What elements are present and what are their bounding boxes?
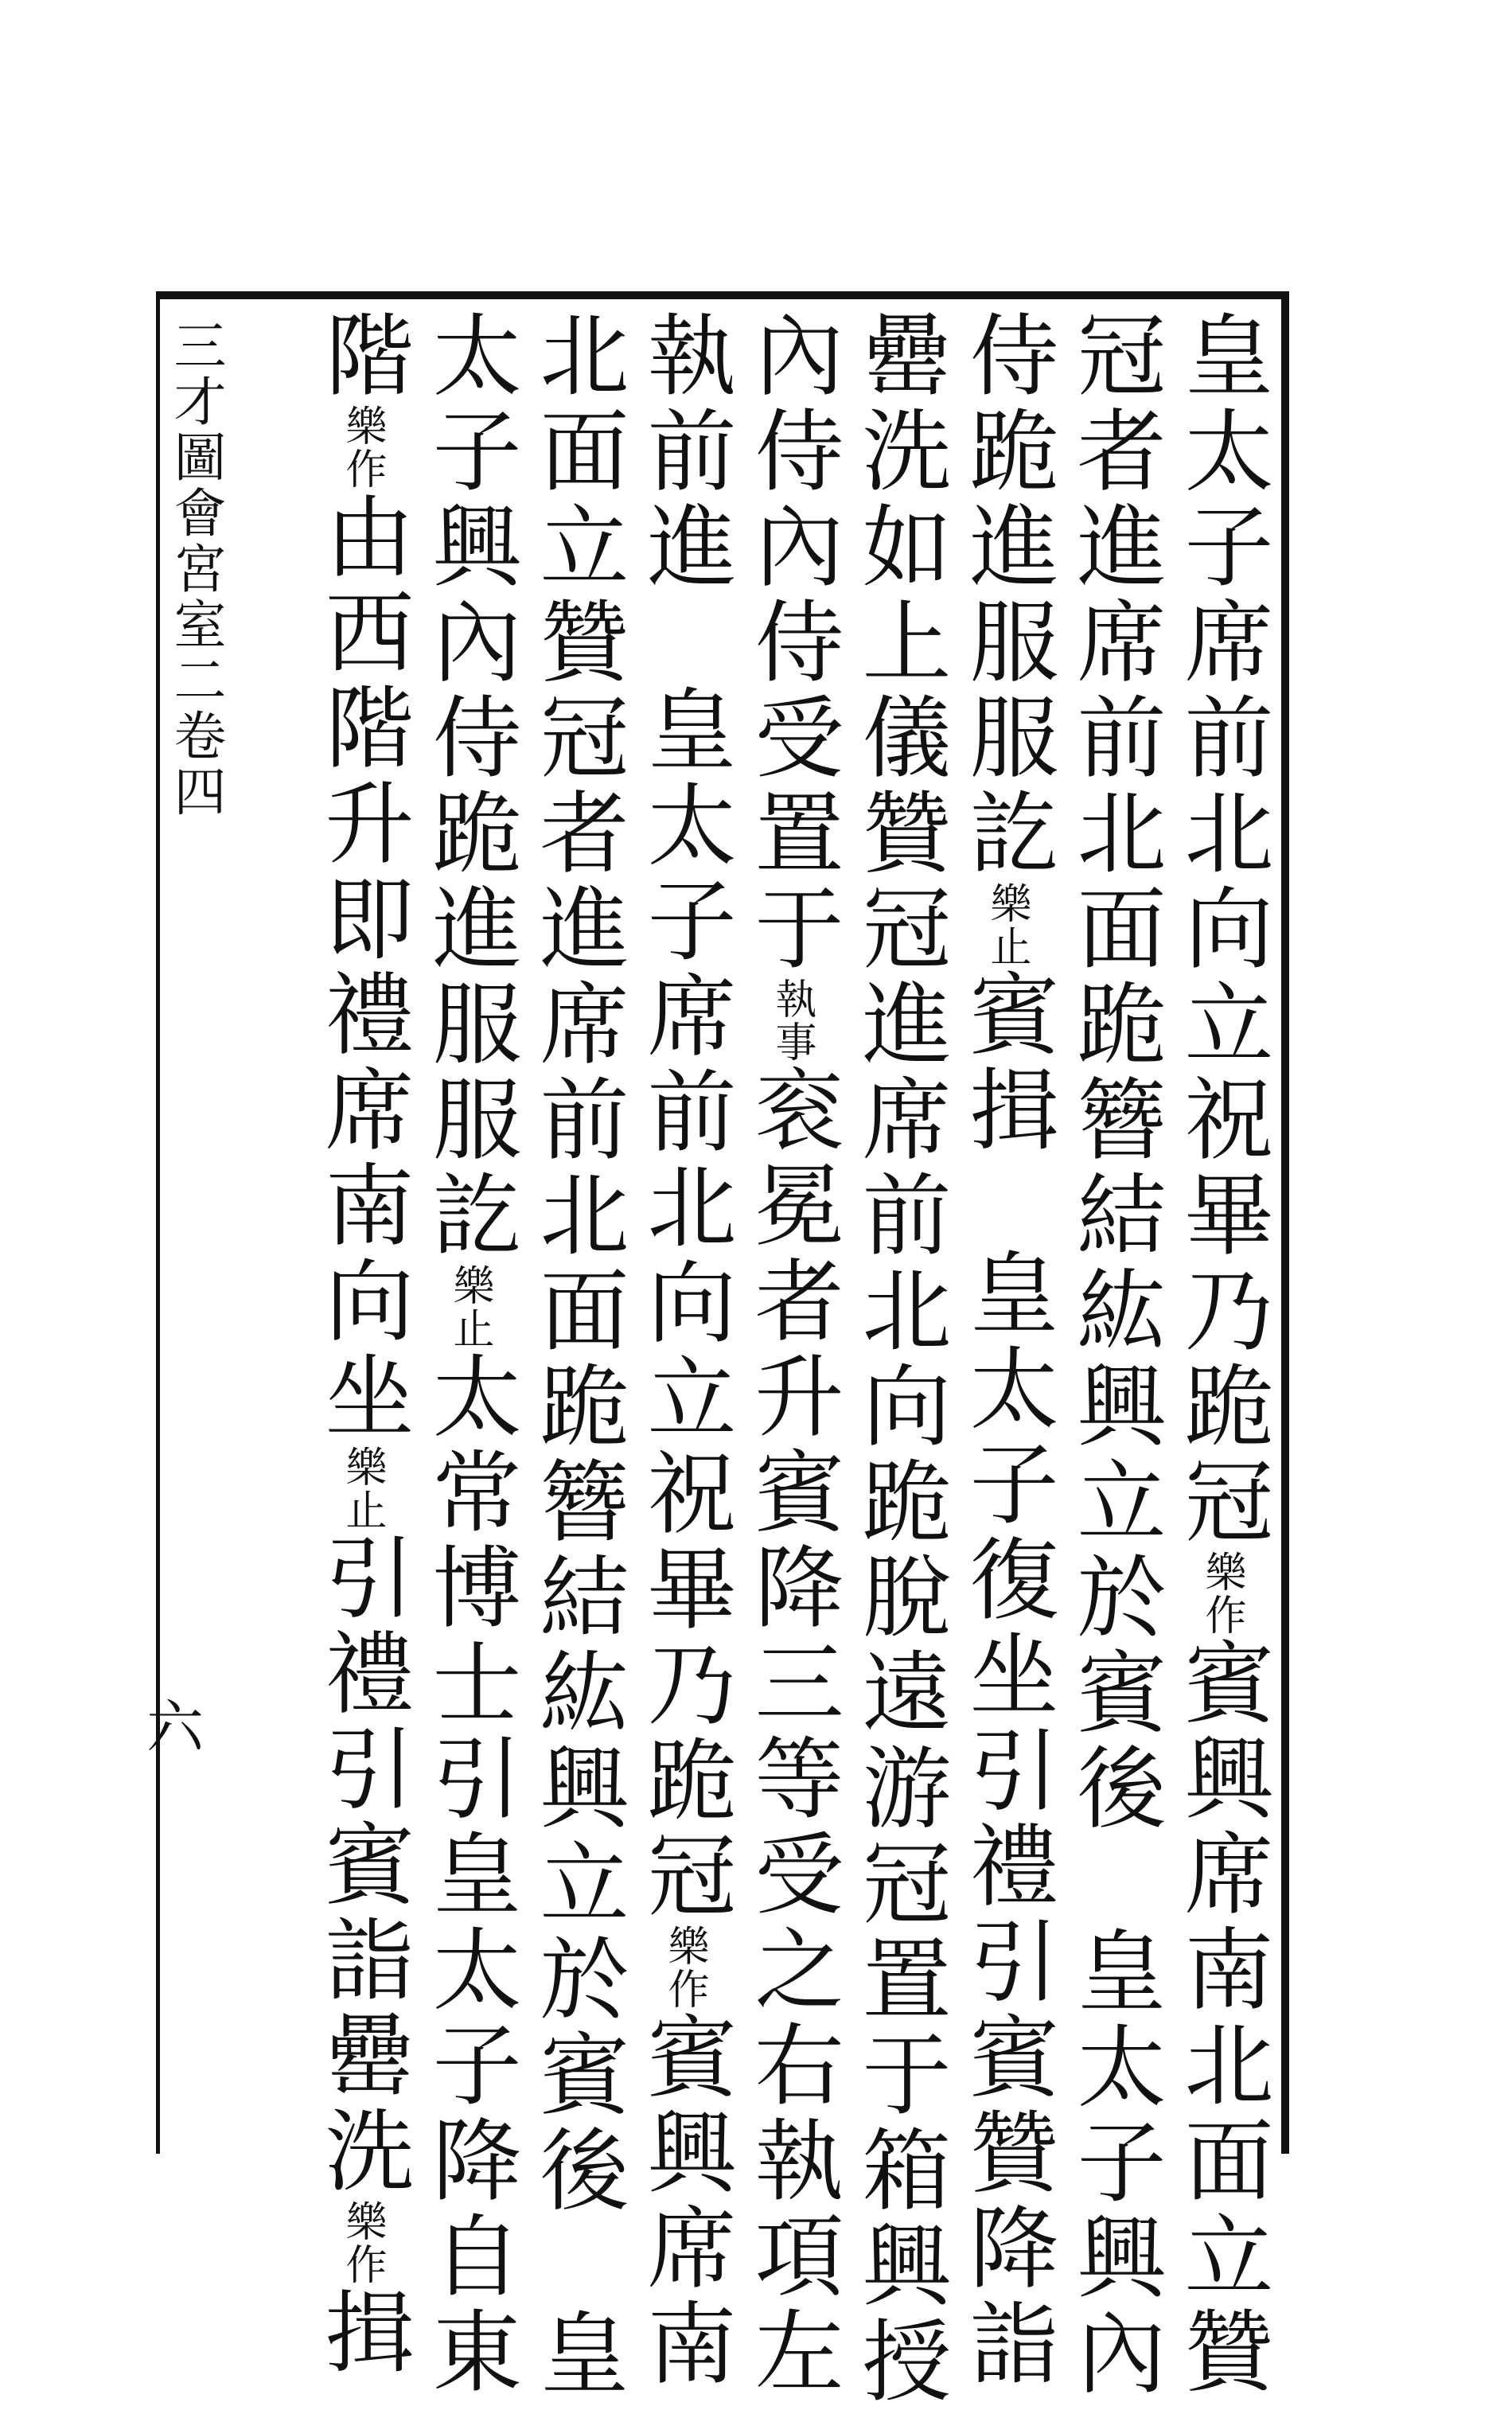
column-text: 執前進 [633, 309, 736, 595]
column-text: 皇太子席前北向立祝畢乃跪冠 [1170, 309, 1273, 1550]
column-text: 內侍內侍受置于 [740, 309, 844, 977]
column-text: 太子興內侍跪進服服訖 [418, 309, 521, 1264]
interlinear-note: 樂作 [661, 1924, 708, 2010]
interlinear-note: 樂作 [338, 404, 386, 490]
interlinear-note: 執事 [768, 977, 816, 1063]
text-column-8 [418, 309, 521, 2400]
text-column-6 [633, 309, 736, 2392]
leaf-marker: 六 [146, 1694, 205, 1761]
text-column-3 [955, 309, 1058, 2392]
column-text: 罍洗如上儀贊冠進席前北向跪脫遠游冠置于箱興授 [848, 309, 951, 2410]
frame-right-rule [1281, 291, 1289, 2154]
interlinear-note: 樂止 [338, 1445, 386, 1531]
text-column-2 [1062, 309, 1166, 2402]
interlinear-note: 樂止 [446, 1264, 493, 1350]
column-text: 賓興席南北面立贊 [1170, 1636, 1273, 2400]
text-column-7 [525, 309, 629, 2402]
column-text: 侍跪進服服訖 [955, 309, 1058, 882]
frame-top-rule [156, 291, 1289, 299]
interlinear-note: 樂作 [1198, 1550, 1245, 1636]
interlinear-note: 樂作 [338, 2200, 386, 2286]
column-text: 由西階升即禮席南向坐 [310, 490, 414, 1445]
text-column-1 [1170, 309, 1273, 2400]
column-text: 賓揖 [955, 968, 1058, 1159]
column-text: 衮冕者升賓降三等受之右執項左 [740, 1063, 844, 2400]
column-text: 揖 [310, 2286, 414, 2381]
column-text: 皇太子興內 [1062, 1924, 1166, 2402]
column-text: 太常博士引皇太子降自東 [418, 1350, 521, 2400]
column-text: 引禮引賓詣罍洗 [310, 1531, 414, 2200]
column-text: 北面立贊冠者進席前北面跪簪結紘興立於賓後 [525, 309, 629, 2219]
column-text: 階 [310, 309, 414, 404]
column-text: 皇 [525, 2307, 629, 2402]
margin-title: 三才圖會宮室二卷四 [165, 318, 226, 820]
column-text: 冠者進席前北面跪簪結紘興立於賓後 [1062, 309, 1166, 1837]
text-column-4 [848, 309, 951, 2410]
text-column-9 [310, 309, 414, 2381]
text-column-5 [740, 309, 844, 2400]
column-text: 賓興席南 [633, 2010, 736, 2392]
column-text: 皇太子席前北向立祝畢乃跪冠 [633, 683, 736, 1924]
column-text: 皇太子復坐引禮引賓贊降詣 [955, 1246, 1058, 2392]
interlinear-note: 樂止 [983, 882, 1031, 968]
